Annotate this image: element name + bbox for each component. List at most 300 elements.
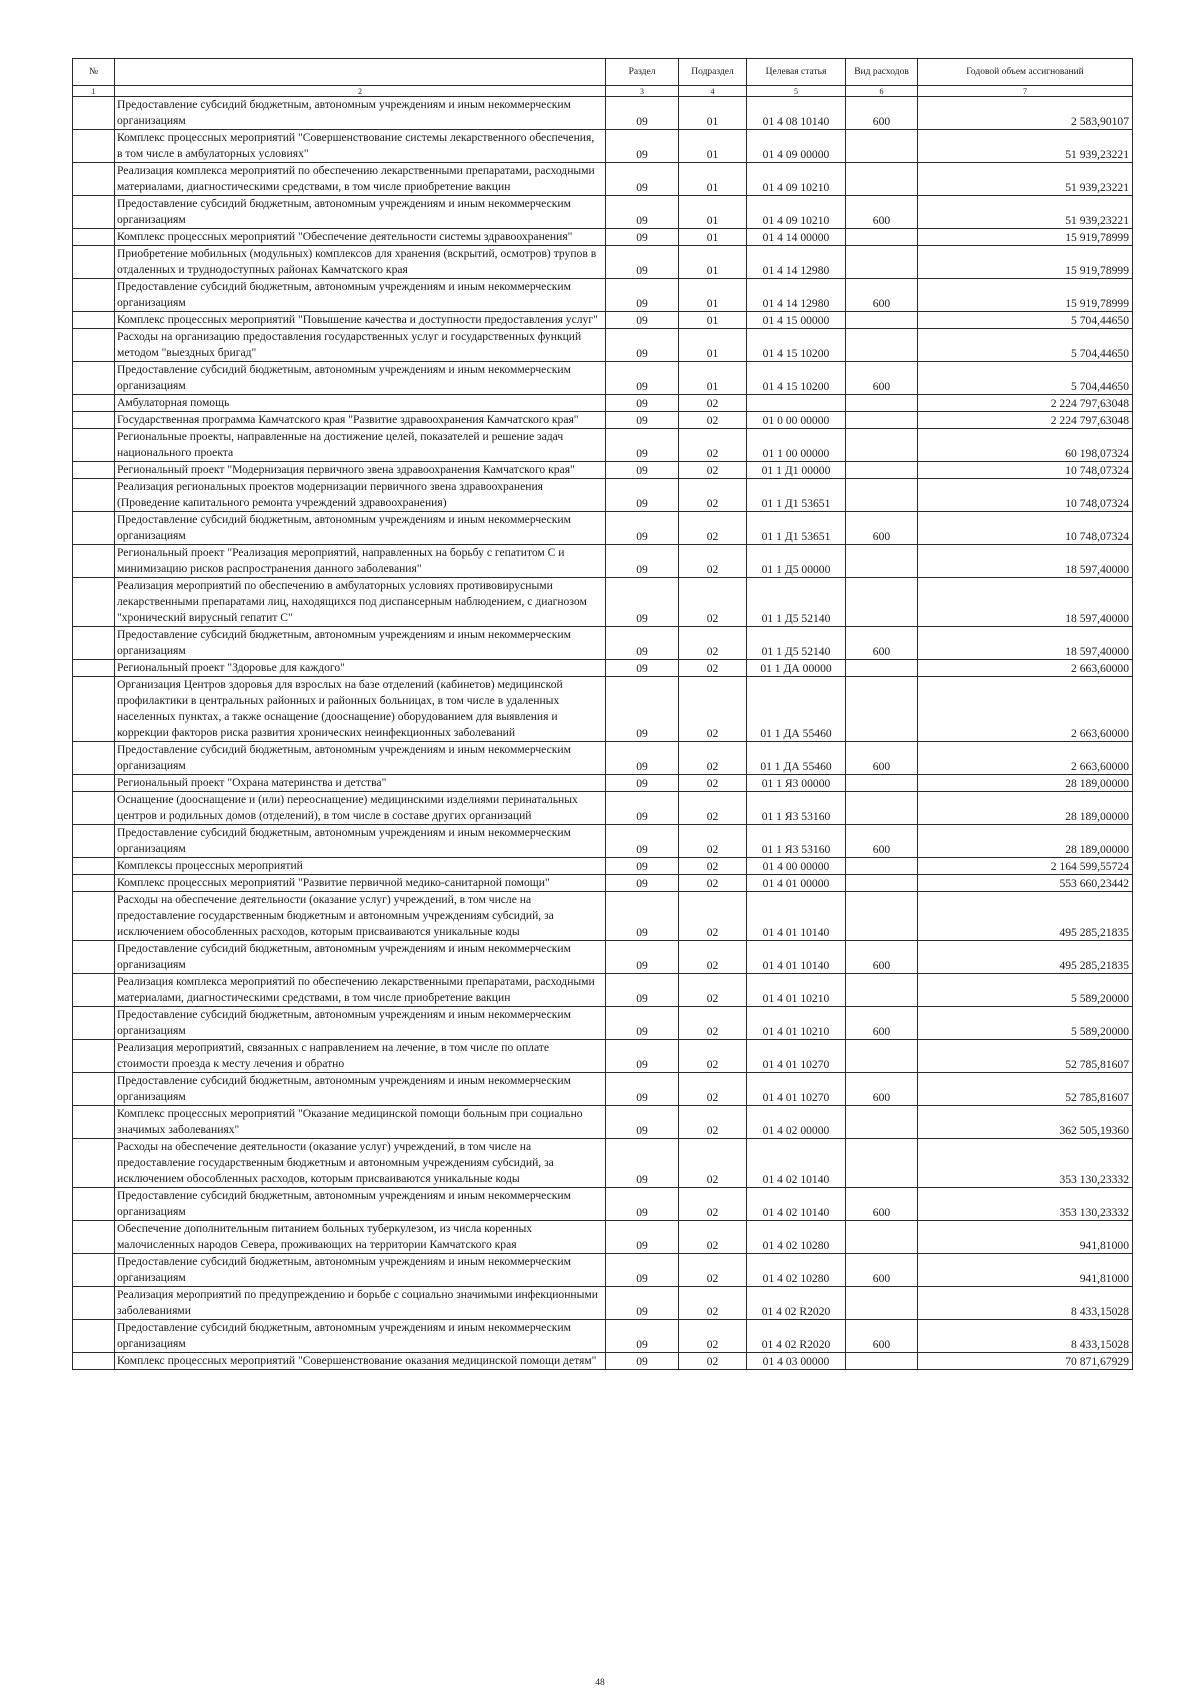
row-number [73,858,115,875]
row-name: Предоставление субсидий бюджетным, автономным учреждениям и иным некоммерческим организациям [115,742,606,775]
row-celevaya-statya: 01 4 14 12980 [747,246,846,279]
row-razdel: 09 [606,677,679,742]
row-number [73,792,115,825]
row-celevaya-statya: 01 1 Д5 52140 [747,578,846,627]
row-name: Комплекс процессных мероприятий "Оказание медицинской помощи больным при социально значимых заболеваниях" [115,1106,606,1139]
row-celevaya-statya: 01 4 02 10280 [747,1221,846,1254]
row-number [73,1221,115,1254]
row-razdel: 09 [606,775,679,792]
row-razdel: 09 [606,875,679,892]
row-razdel: 09 [606,892,679,941]
row-name: Государственная программа Камчатского края "Развитие здравоохранения Камчатского края" [115,412,606,429]
row-celevaya-statya: 01 4 14 00000 [747,229,846,246]
table-row [73,429,1133,462]
header-vid-rashodov: Вид расходов [846,59,918,86]
row-celevaya-statya: 01 4 01 00000 [747,875,846,892]
row-celevaya-statya: 01 4 01 10140 [747,892,846,941]
row-godovoy-obem: 28 189,00000 [918,775,1133,792]
row-godovoy-obem: 353 130,23332 [918,1188,1133,1221]
row-vid-rashodov: 600 [846,1007,918,1040]
row-vid-rashodov [846,395,918,412]
row-razdel: 09 [606,825,679,858]
header-number: № [73,59,115,86]
row-podrazdel: 02 [679,660,747,677]
table-row [73,512,1133,545]
budget-table [72,58,1133,1370]
row-celevaya-statya: 01 4 02 00000 [747,1106,846,1139]
row-vid-rashodov: 600 [846,362,918,395]
row-godovoy-obem: 8 433,15028 [918,1320,1133,1353]
row-godovoy-obem: 51 939,23221 [918,196,1133,229]
row-razdel: 09 [606,362,679,395]
row-podrazdel: 01 [679,163,747,196]
row-godovoy-obem: 52 785,81607 [918,1073,1133,1106]
row-podrazdel: 02 [679,792,747,825]
table-row [73,1139,1133,1188]
row-vid-rashodov: 600 [846,279,918,312]
row-number [73,660,115,677]
row-number [73,395,115,412]
row-godovoy-obem: 28 189,00000 [918,825,1133,858]
row-razdel: 09 [606,545,679,578]
row-podrazdel: 01 [679,229,747,246]
row-vid-rashodov: 600 [846,742,918,775]
row-vid-rashodov [846,1221,918,1254]
row-razdel: 09 [606,660,679,677]
row-vid-rashodov [846,163,918,196]
row-vid-rashodov [846,974,918,1007]
row-godovoy-obem: 353 130,23332 [918,1139,1133,1188]
row-celevaya-statya: 01 0 00 00000 [747,412,846,429]
row-name: Предоставление субсидий бюджетным, автономным учреждениям и иным некоммерческим организациям [115,1073,606,1106]
table-row [73,1007,1133,1040]
row-godovoy-obem: 51 939,23221 [918,163,1133,196]
row-name: Предоставление субсидий бюджетным, автономным учреждениям и иным некоммерческим организациям [115,941,606,974]
row-name: Реализация региональных проектов модернизации первичного звена здравоохранения (Проведение капитального ремонта учреждений здравоохранения) [115,479,606,512]
table-row [73,462,1133,479]
table-row [73,229,1133,246]
row-celevaya-statya: 01 4 01 10270 [747,1073,846,1106]
row-name: Предоставление субсидий бюджетным, автономным учреждениям и иным некоммерческим организациям [115,279,606,312]
row-vid-rashodov [846,677,918,742]
row-godovoy-obem: 10 748,07324 [918,512,1133,545]
row-name: Предоставление субсидий бюджетным, автономным учреждениям и иным некоммерческим организациям [115,196,606,229]
row-number [73,362,115,395]
row-vid-rashodov [846,246,918,279]
row-celevaya-statya: 01 4 01 10210 [747,1007,846,1040]
header-name [115,59,606,86]
row-celevaya-statya: 01 4 09 10210 [747,163,846,196]
row-godovoy-obem: 2 224 797,63048 [918,412,1133,429]
row-razdel: 09 [606,1007,679,1040]
table-body [73,97,1133,1370]
row-celevaya-statya: 01 4 01 10140 [747,941,846,974]
row-razdel: 09 [606,329,679,362]
row-number [73,1139,115,1188]
row-vid-rashodov [846,462,918,479]
row-name: Реализация комплекса мероприятий по обеспечению лекарственными препаратами, расходными материалами, диагностическими средствами, в том числе приобретение вакцин [115,163,606,196]
row-godovoy-obem: 10 748,07324 [918,462,1133,479]
row-name: Реализация мероприятий по предупреждению и борьбе с социально значимыми инфекционными заболеваниями [115,1287,606,1320]
row-name: Расходы на организацию предоставления государственных услуг и государственных функций методом "выездных бригад" [115,329,606,362]
row-number [73,875,115,892]
table-row [73,1106,1133,1139]
row-godovoy-obem: 495 285,21835 [918,892,1133,941]
row-razdel: 09 [606,1040,679,1073]
row-godovoy-obem: 362 505,19360 [918,1106,1133,1139]
row-razdel: 09 [606,429,679,462]
table-row [73,1320,1133,1353]
row-podrazdel: 02 [679,1106,747,1139]
row-name: Предоставление субсидий бюджетным, автономным учреждениям и иным некоммерческим организациям [115,1007,606,1040]
row-vid-rashodov: 600 [846,1254,918,1287]
row-name: Региональный проект "Реализация мероприятий, направленных на борьбу с гепатитом С и минимизацию рисков распространения данного заболевания" [115,545,606,578]
row-razdel: 09 [606,97,679,130]
row-name: Предоставление субсидий бюджетным, автономным учреждениям и иным некоммерческим организациям [115,97,606,130]
row-razdel: 09 [606,1287,679,1320]
row-podrazdel: 01 [679,329,747,362]
row-podrazdel: 02 [679,412,747,429]
row-godovoy-obem: 10 748,07324 [918,479,1133,512]
row-number [73,462,115,479]
row-razdel: 09 [606,941,679,974]
row-celevaya-statya: 01 1 Д1 53651 [747,479,846,512]
row-podrazdel: 02 [679,1139,747,1188]
row-podrazdel: 02 [679,1320,747,1353]
row-number [73,627,115,660]
header-row [73,59,1133,86]
table-row [73,1073,1133,1106]
row-vid-rashodov: 600 [846,512,918,545]
row-godovoy-obem: 15 919,78999 [918,246,1133,279]
row-vid-rashodov: 600 [846,941,918,974]
row-razdel: 09 [606,512,679,545]
table-row [73,892,1133,941]
table-row [73,1353,1133,1370]
column-number-row [73,86,1133,97]
row-number [73,163,115,196]
table-row [73,792,1133,825]
row-godovoy-obem: 2 663,60000 [918,677,1133,742]
row-vid-rashodov [846,660,918,677]
table-row [73,412,1133,429]
row-celevaya-statya: 01 4 02 R2020 [747,1287,846,1320]
row-celevaya-statya: 01 4 01 10210 [747,974,846,1007]
row-razdel: 09 [606,742,679,775]
row-celevaya-statya: 01 1 ДА 55460 [747,742,846,775]
row-podrazdel: 02 [679,627,747,660]
row-celevaya-statya: 01 4 15 10200 [747,329,846,362]
row-name: Комплекс процессных мероприятий "Развитие первичной медико-санитарной помощи" [115,875,606,892]
column-number: 4 [679,86,747,97]
row-celevaya-statya: 01 4 02 R2020 [747,1320,846,1353]
row-vid-rashodov: 600 [846,97,918,130]
row-number [73,1040,115,1073]
row-celevaya-statya: 01 4 09 10210 [747,196,846,229]
row-vid-rashodov [846,545,918,578]
row-name: Реализация комплекса мероприятий по обеспечению лекарственными препаратами, расходными материалами, диагностическими средствами, в том числе приобретение вакцин [115,974,606,1007]
row-vid-rashodov [846,312,918,329]
row-vid-rashodov: 600 [846,1073,918,1106]
row-celevaya-statya: 01 4 03 00000 [747,1353,846,1370]
row-podrazdel: 02 [679,858,747,875]
row-godovoy-obem: 18 597,40000 [918,578,1133,627]
row-number [73,312,115,329]
row-podrazdel: 02 [679,1188,747,1221]
row-number [73,677,115,742]
row-razdel: 09 [606,130,679,163]
row-vid-rashodov [846,429,918,462]
row-vid-rashodov [846,775,918,792]
row-godovoy-obem: 2 663,60000 [918,660,1133,677]
row-razdel: 09 [606,395,679,412]
row-number [73,974,115,1007]
row-name: Региональный проект "Охрана материнства и детства" [115,775,606,792]
row-godovoy-obem: 8 433,15028 [918,1287,1133,1320]
row-number [73,479,115,512]
row-razdel: 09 [606,196,679,229]
row-celevaya-statya: 01 1 Д5 00000 [747,545,846,578]
row-celevaya-statya: 01 1 Д1 53651 [747,512,846,545]
row-number [73,1188,115,1221]
row-vid-rashodov [846,479,918,512]
row-podrazdel: 02 [679,395,747,412]
row-podrazdel: 02 [679,825,747,858]
row-name: Предоставление субсидий бюджетным, автономным учреждениям и иным некоммерческим организациям [115,627,606,660]
row-godovoy-obem: 495 285,21835 [918,941,1133,974]
row-razdel: 09 [606,246,679,279]
row-podrazdel: 01 [679,362,747,395]
row-celevaya-statya: 01 4 09 00000 [747,130,846,163]
row-name: Расходы на обеспечение деятельности (оказание услуг) учреждений, в том числе на предоставление государственным бюджетным и автономным учреждениям субсидий, за исключением обособленных расходов, которым присваиваются уникальные коды [115,892,606,941]
row-name: Региональный проект "Модернизация первичного звена здравоохранения Камчатского края" [115,462,606,479]
row-vid-rashodov: 600 [846,627,918,660]
table-row [73,1254,1133,1287]
row-godovoy-obem: 5 589,20000 [918,1007,1133,1040]
table-row [73,825,1133,858]
row-number [73,1287,115,1320]
table-row [73,858,1133,875]
row-number [73,892,115,941]
row-vid-rashodov [846,229,918,246]
table-row [73,312,1133,329]
row-podrazdel: 02 [679,1254,747,1287]
row-godovoy-obem: 18 597,40000 [918,627,1133,660]
row-number [73,1106,115,1139]
table-row [73,578,1133,627]
row-vid-rashodov: 600 [846,825,918,858]
column-number: 5 [747,86,846,97]
row-vid-rashodov [846,1040,918,1073]
row-name: Обеспечение дополнительным питанием больных туберкулезом, из числа коренных малочисленных народов Севера, проживающих на территории Камчатского края [115,1221,606,1254]
row-godovoy-obem: 2 224 797,63048 [918,395,1133,412]
row-vid-rashodov: 600 [846,1188,918,1221]
row-razdel: 09 [606,163,679,196]
row-godovoy-obem: 60 198,07324 [918,429,1133,462]
row-name: Расходы на обеспечение деятельности (оказание услуг) учреждений, в том числе на предоставление государственным бюджетным и автономным учреждениям субсидий, за исключением обособленных расходов, которым присваиваются уникальные коды [115,1139,606,1188]
row-godovoy-obem: 52 785,81607 [918,1040,1133,1073]
row-godovoy-obem: 15 919,78999 [918,229,1133,246]
row-number [73,97,115,130]
row-podrazdel: 02 [679,875,747,892]
row-number [73,512,115,545]
row-name: Комплекс процессных мероприятий "Совершенствование системы лекарственного обеспечения, в том числе в амбулаторных условиях" [115,130,606,163]
row-celevaya-statya: 01 4 15 10200 [747,362,846,395]
row-podrazdel: 01 [679,130,747,163]
row-podrazdel: 02 [679,1287,747,1320]
header-godovoy-obem: Годовой объем ассигнований [918,59,1133,86]
row-vid-rashodov [846,1287,918,1320]
row-vid-rashodov [846,412,918,429]
column-number: 3 [606,86,679,97]
table-row [73,97,1133,130]
row-razdel: 09 [606,858,679,875]
row-celevaya-statya: 01 4 00 00000 [747,858,846,875]
row-name: Предоставление субсидий бюджетным, автономным учреждениям и иным некоммерческим организациям [115,362,606,395]
header-razdel: Раздел [606,59,679,86]
row-celevaya-statya: 01 1 ДА 55460 [747,677,846,742]
row-name: Комплекс процессных мероприятий "Обеспечение деятельности системы здравоохранения" [115,229,606,246]
row-name: Комплекс процессных мероприятий "Совершенствование оказания медицинской помощи детям" [115,1353,606,1370]
table-header [73,59,1133,97]
row-podrazdel: 02 [679,578,747,627]
row-godovoy-obem: 2 583,90107 [918,97,1133,130]
table-row [73,941,1133,974]
row-number [73,775,115,792]
row-celevaya-statya: 01 4 02 10140 [747,1139,846,1188]
row-vid-rashodov [846,1353,918,1370]
row-razdel: 09 [606,1353,679,1370]
row-number [73,412,115,429]
row-number [73,1254,115,1287]
row-podrazdel: 02 [679,775,747,792]
row-number [73,1320,115,1353]
row-number [73,1353,115,1370]
row-razdel: 09 [606,312,679,329]
row-name: Реализация мероприятий по обеспечению в амбулаторных условиях противовирусными лекарственными препаратами лиц, находящихся под диспансерным наблюдением, с диагнозом "хронический вирусный гепатит С" [115,578,606,627]
row-godovoy-obem: 5 704,44650 [918,329,1133,362]
row-godovoy-obem: 941,81000 [918,1221,1133,1254]
row-razdel: 09 [606,578,679,627]
row-celevaya-statya: 01 4 02 10140 [747,1188,846,1221]
row-godovoy-obem: 51 939,23221 [918,130,1133,163]
row-celevaya-statya: 01 1 ДА 00000 [747,660,846,677]
row-razdel: 09 [606,1073,679,1106]
row-razdel: 09 [606,229,679,246]
row-podrazdel: 02 [679,892,747,941]
row-razdel: 09 [606,1188,679,1221]
row-podrazdel: 01 [679,246,747,279]
row-podrazdel: 02 [679,479,747,512]
row-podrazdel: 02 [679,1007,747,1040]
table-row [73,479,1133,512]
header-celevaya-statya: Целевая статья [747,59,846,86]
row-podrazdel: 02 [679,941,747,974]
row-celevaya-statya: 01 1 Я3 53160 [747,792,846,825]
row-name: Приобретение мобильных (модульных) комплексов для хранения (вскрытий, осмотров) трупов в отдаленных и труднодоступных районах Камчатского края [115,246,606,279]
row-godovoy-obem: 5 589,20000 [918,974,1133,1007]
row-number [73,1073,115,1106]
row-vid-rashodov [846,1106,918,1139]
table-row [73,163,1133,196]
row-godovoy-obem: 941,81000 [918,1254,1133,1287]
row-razdel: 09 [606,479,679,512]
row-vid-rashodov: 600 [846,1320,918,1353]
row-vid-rashodov [846,130,918,163]
row-celevaya-statya: 01 4 01 10270 [747,1040,846,1073]
row-vid-rashodov [846,858,918,875]
table-row [73,775,1133,792]
row-godovoy-obem: 28 189,00000 [918,792,1133,825]
row-celevaya-statya: 01 1 00 00000 [747,429,846,462]
column-number: 7 [918,86,1133,97]
table-row [73,362,1133,395]
table-row [73,130,1133,163]
row-razdel: 09 [606,1221,679,1254]
row-godovoy-obem: 5 704,44650 [918,362,1133,395]
row-vid-rashodov [846,1139,918,1188]
row-razdel: 09 [606,462,679,479]
row-podrazdel: 01 [679,196,747,229]
row-name: Комплексы процессных мероприятий [115,858,606,875]
row-godovoy-obem: 18 597,40000 [918,545,1133,578]
row-podrazdel: 02 [679,462,747,479]
table-row [73,196,1133,229]
row-number [73,578,115,627]
row-celevaya-statya: 01 1 Д1 00000 [747,462,846,479]
row-podrazdel: 01 [679,97,747,130]
row-name: Оснащение (дооснащение и (или) переоснащение) медицинскими изделиями перинатальных центров и родильных домов (отделений), в том числе в составе других организаций [115,792,606,825]
row-number [73,279,115,312]
row-number [73,545,115,578]
row-name: Предоставление субсидий бюджетным, автономным учреждениям и иным некоммерческим организациям [115,1254,606,1287]
row-razdel: 09 [606,1106,679,1139]
table-row [73,742,1133,775]
row-name: Предоставление субсидий бюджетным, автономным учреждениям и иным некоммерческим организациям [115,1320,606,1353]
row-name: Реализация мероприятий, связанных с направлением на лечение, в том числе по оплате стоимости проезда к месту лечения и обратно [115,1040,606,1073]
row-number [73,742,115,775]
row-celevaya-statya: 01 4 02 10280 [747,1254,846,1287]
column-number: 2 [115,86,606,97]
row-number [73,130,115,163]
row-vid-rashodov [846,792,918,825]
row-number [73,941,115,974]
row-podrazdel: 02 [679,1353,747,1370]
row-vid-rashodov [846,578,918,627]
row-vid-rashodov [846,892,918,941]
row-name: Предоставление субсидий бюджетным, автономным учреждениям и иным некоммерческим организациям [115,1188,606,1221]
table-row [73,1040,1133,1073]
table-row [73,627,1133,660]
row-number [73,429,115,462]
row-number [73,329,115,362]
row-godovoy-obem: 2 164 599,55724 [918,858,1133,875]
row-number [73,1007,115,1040]
row-number [73,246,115,279]
table-row [73,677,1133,742]
table-row [73,660,1133,677]
table-row [73,974,1133,1007]
row-name: Предоставление субсидий бюджетным, автономным учреждениям и иным некоммерческим организациям [115,825,606,858]
row-podrazdel: 02 [679,742,747,775]
row-podrazdel: 01 [679,279,747,312]
table-row [73,395,1133,412]
row-celevaya-statya: 01 1 Я3 00000 [747,775,846,792]
row-name: Региональный проект "Здоровье для каждого" [115,660,606,677]
row-podrazdel: 02 [679,1221,747,1254]
row-number [73,196,115,229]
row-celevaya-statya: 01 1 Д5 52140 [747,627,846,660]
